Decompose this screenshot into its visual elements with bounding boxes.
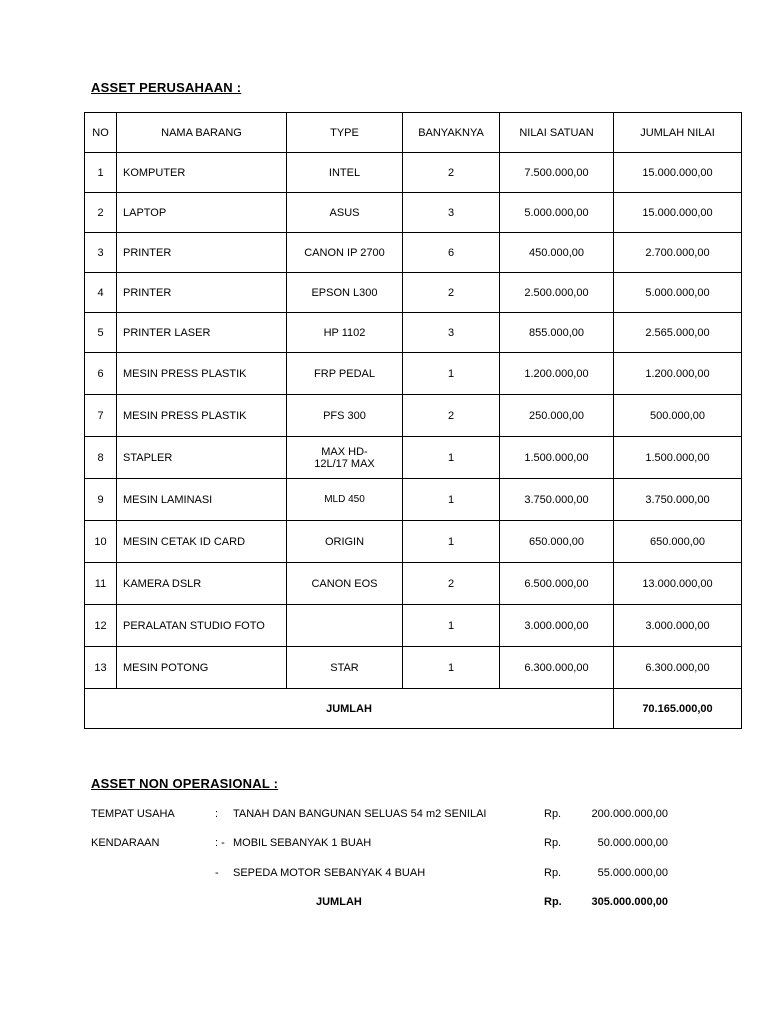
item-separator: : - [215,837,225,849]
cell-satuan: 250.000,00 [500,395,614,437]
table-row [85,233,742,273]
cell-jumlah: 15.000.000,00 [614,193,742,233]
table-row [85,193,742,233]
cell-satuan: 2.500.000,00 [500,273,614,313]
item-currency: Rp. [544,808,562,820]
cell-nama: MESIN CETAK ID CARD [117,521,287,563]
cell-nama: MESIN PRESS PLASTIK [117,353,287,395]
item-label: TEMPAT USAHA [91,808,175,820]
cell-qty: 1 [403,437,500,479]
total-label: JUMLAH [316,896,362,908]
header-nama-barang: NAMA BARANG [117,113,287,153]
cell-jumlah: 1.500.000,00 [614,437,742,479]
cell-qty: 2 [403,153,500,193]
cell-nama: STAPLER [117,437,287,479]
cell-jumlah: 2.565.000,00 [614,313,742,353]
cell-nama: MESIN POTONG [117,647,287,689]
cell-type [287,605,403,647]
item-currency: Rp. [544,896,562,908]
item-amount: 55.000.000,00 [597,867,668,879]
cell-satuan: 1.500.000,00 [500,437,614,479]
cell-qty: 3 [403,313,500,353]
item-description: MOBIL SEBANYAK 1 BUAH [233,837,372,849]
cell-type: INTEL [287,153,403,193]
cell-type: PFS 300 [287,395,403,437]
cell-nama: PERALATAN STUDIO FOTO [117,605,287,647]
cell-no: 11 [85,563,117,605]
table-row [85,437,742,479]
cell-qty: 1 [403,479,500,521]
cell-jumlah: 3.000.000,00 [614,605,742,647]
cell-qty: 6 [403,233,500,273]
cell-jumlah: 13.000.000,00 [614,563,742,605]
table-row [85,353,742,395]
cell-type: ORIGIN [287,521,403,563]
table-row [85,153,742,193]
table-row [85,521,742,563]
cell-nama: PRINTER [117,273,287,313]
cell-no: 6 [85,353,117,395]
cell-qty: 2 [403,563,500,605]
cell-qty: 1 [403,353,500,395]
header-type: TYPE [287,113,403,153]
cell-type-line: 12L/17 MAX [314,457,375,470]
cell-type: EPSON L300 [287,273,403,313]
cell-jumlah: 15.000.000,00 [614,153,742,193]
table-header-row [85,113,742,153]
cell-type: HP 1102 [287,313,403,353]
cell-satuan: 5.000.000,00 [500,193,614,233]
cell-satuan: 3.750.000,00 [500,479,614,521]
total-label: JUMLAH [85,689,614,729]
cell-nama: KOMPUTER [117,153,287,193]
cell-type: STAR [287,647,403,689]
cell-no: 12 [85,605,117,647]
cell-no: 7 [85,395,117,437]
table-row [85,563,742,605]
cell-satuan: 6.500.000,00 [500,563,614,605]
item-label: KENDARAAN [91,837,160,849]
cell-no: 10 [85,521,117,563]
cell-no: 1 [85,153,117,193]
total-value: 70.165.000,00 [614,689,742,729]
cell-satuan: 855.000,00 [500,313,614,353]
cell-qty: 1 [403,605,500,647]
cell-qty: 3 [403,193,500,233]
cell-nama: MESIN PRESS PLASTIK [117,395,287,437]
cell-satuan: 6.300.000,00 [500,647,614,689]
cell-qty: 2 [403,395,500,437]
cell-no: 9 [85,479,117,521]
header-no: NO [85,113,117,153]
cell-satuan: 7.500.000,00 [500,153,614,193]
item-currency: Rp. [544,837,562,849]
cell-nama: KAMERA DSLR [117,563,287,605]
cell-no: 13 [85,647,117,689]
cell-type: CANON IP 2700 [287,233,403,273]
table-row [85,605,742,647]
asset-non-operasional-heading: ASSET NON OPERASIONAL : [91,776,279,791]
item-description: SEPEDA MOTOR SEBANYAK 4 BUAH [233,867,426,879]
item-separator: : [215,808,219,820]
header-banyaknya: BANYAKNYA [403,113,500,153]
item-currency: Rp. [544,867,562,879]
asset-perusahaan-heading: ASSET PERUSAHAAN : [91,80,242,95]
item-description: TANAH DAN BANGUNAN SELUAS 54 m2 SENILAI [233,808,487,820]
cell-jumlah: 500.000,00 [614,395,742,437]
cell-satuan: 1.200.000,00 [500,353,614,395]
cell-qty: 1 [403,521,500,563]
table-row [85,647,742,689]
item-separator: - [215,867,219,879]
asset-table [84,112,742,729]
cell-type: ASUS [287,193,403,233]
header-jumlah-nilai: JUMLAH NILAI [614,113,742,153]
item-amount: 200.000.000,00 [591,808,668,820]
cell-type-line: MAX HD- [321,445,368,458]
cell-type: MLD 450 [287,479,403,521]
cell-nama: LAPTOP [117,193,287,233]
cell-satuan: 650.000,00 [500,521,614,563]
cell-no: 4 [85,273,117,313]
cell-type: FRP PEDAL [287,353,403,395]
cell-jumlah: 650.000,00 [614,521,742,563]
cell-no: 3 [85,233,117,273]
cell-jumlah: 2.700.000,00 [614,233,742,273]
cell-no: 5 [85,313,117,353]
header-nilai-satuan: NILAI SATUAN [500,113,614,153]
cell-qty: 1 [403,647,500,689]
cell-type [287,437,403,479]
cell-qty: 2 [403,273,500,313]
cell-jumlah: 6.300.000,00 [614,647,742,689]
cell-jumlah: 1.200.000,00 [614,353,742,395]
table-row [85,479,742,521]
table-row [85,395,742,437]
cell-nama: MESIN LAMINASI [117,479,287,521]
total-amount: 305.000.000,00 [591,896,668,908]
cell-type: CANON EOS [287,563,403,605]
table-row [85,273,742,313]
table-total-row [85,689,742,729]
cell-satuan: 3.000.000,00 [500,605,614,647]
cell-satuan: 450.000,00 [500,233,614,273]
cell-jumlah: 5.000.000,00 [614,273,742,313]
item-amount: 50.000.000,00 [597,837,668,849]
table-row [85,313,742,353]
cell-nama: PRINTER LASER [117,313,287,353]
cell-no: 8 [85,437,117,479]
cell-jumlah: 3.750.000,00 [614,479,742,521]
cell-nama: PRINTER [117,233,287,273]
cell-no: 2 [85,193,117,233]
